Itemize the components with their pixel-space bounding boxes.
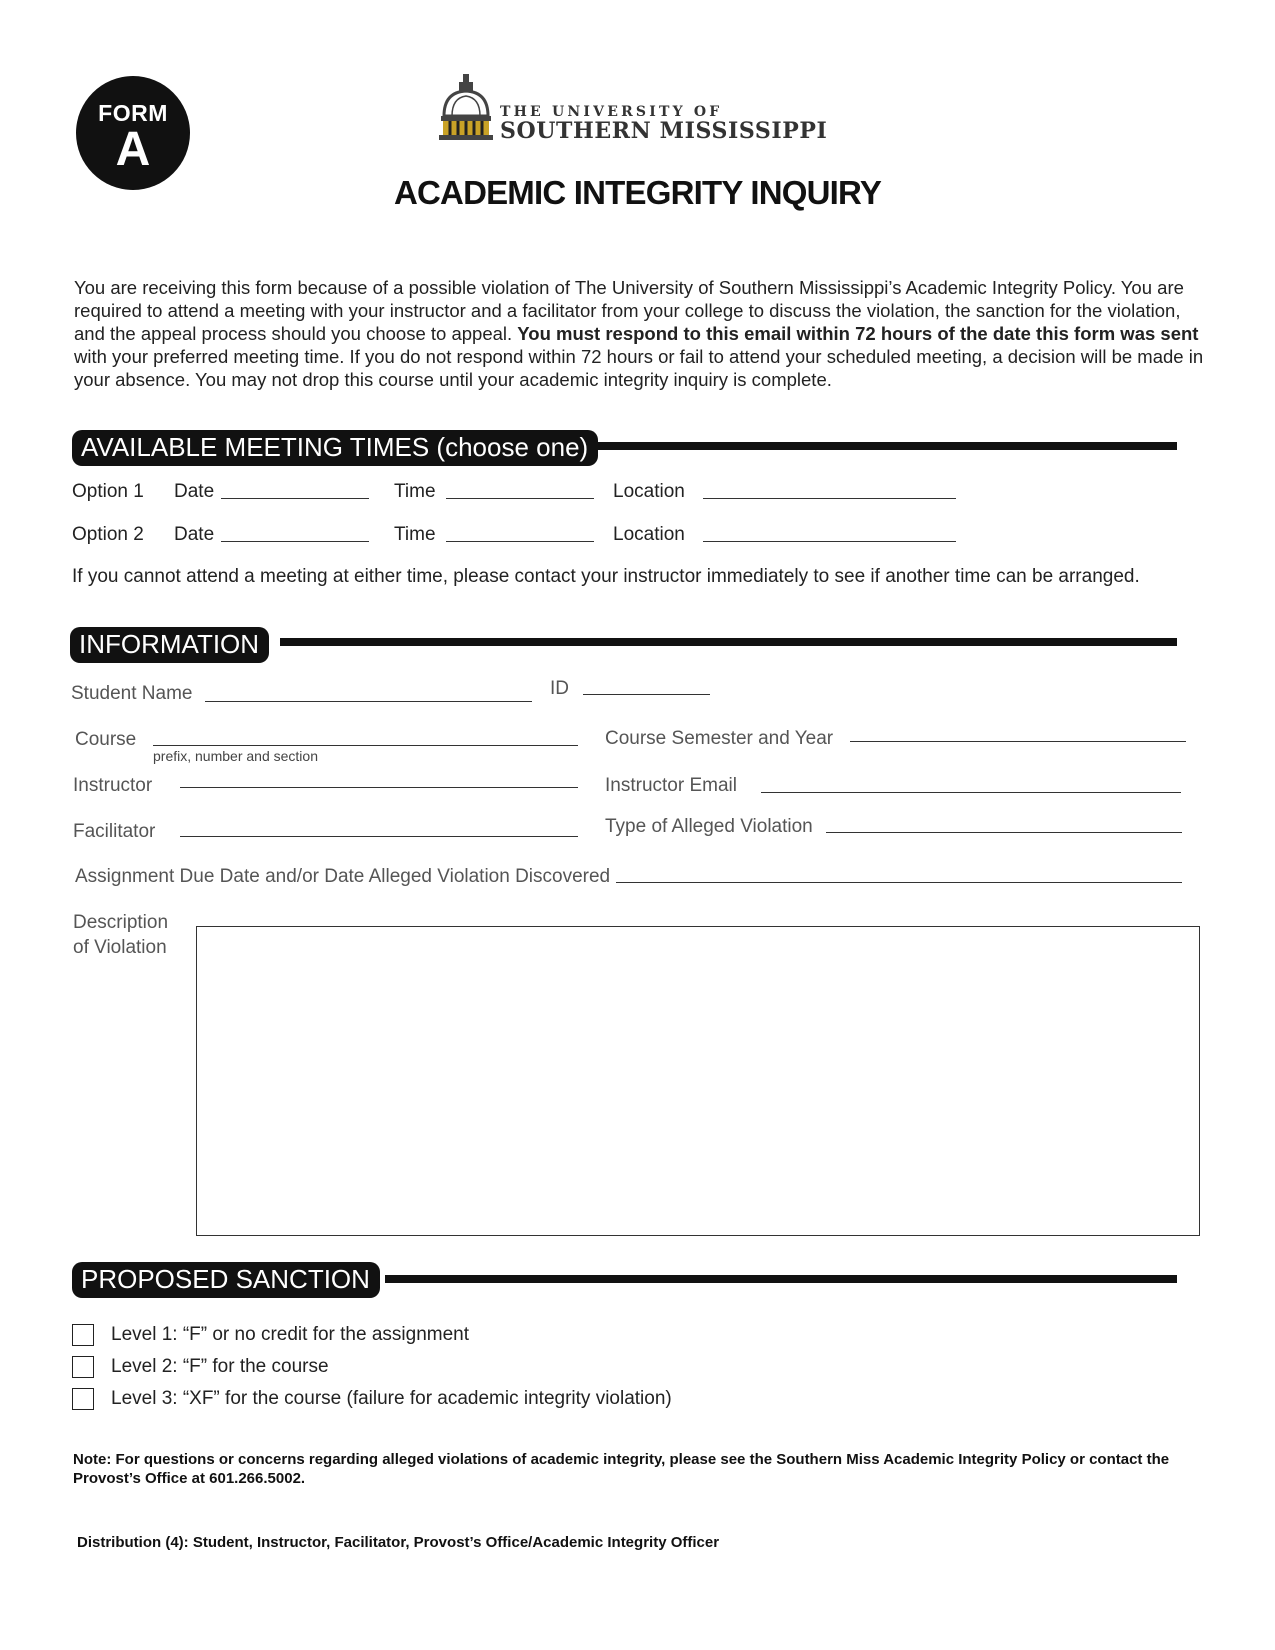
facilitator-label: Facilitator <box>73 821 156 842</box>
semester-label: Course Semester and Year <box>605 728 834 749</box>
instructor-email-field[interactable] <box>761 792 1181 793</box>
id-field[interactable] <box>583 694 710 695</box>
instructor-label: Instructor <box>73 775 153 796</box>
meeting-section-header: AVAILABLE MEETING TIMES (choose one) <box>72 430 598 466</box>
form-badge <box>76 76 190 190</box>
level3-label: Level 3: “XF” for the course (failure for academic integrity violation) <box>111 1388 672 1409</box>
intro-text-2: with your preferred meeting time. If you do not respond within 72 hours or fail to attend your scheduled meeting, a decision will be made in your absence. You may not drop this course until your academic integrity inquiry is complete. <box>74 346 1204 390</box>
course-field[interactable] <box>153 745 578 746</box>
logo-line-2: SOUTHERN MISSISSIPPI <box>500 118 828 144</box>
option2-location-label: Location <box>613 524 685 545</box>
information-section-header: INFORMATION <box>70 627 269 663</box>
footer-note: Note: For questions or concerns regarding alleged violations of academic integrity, please see the Southern Miss Academic Integrity Policy or contact the Provost’s Office at 601.266.5002. <box>73 1451 1170 1487</box>
intro-text-1: You are receiving this form because of a possible violation of The University of Southern Mississippi’s Academic Integrity Policy. You are required to attend a meeting with your instructor and a facilitator from your college to discuss the violation, the sanction for the violation, and the appeal process should you choose to appeal. <box>74 277 1184 344</box>
option1-location-field[interactable] <box>703 498 956 499</box>
violation-type-label: Type of Alleged Violation <box>605 816 813 837</box>
logo-line-1: THE UNIVERSITY OF <box>500 104 723 120</box>
instructor-field[interactable] <box>180 787 578 788</box>
option1-date-label: Date <box>174 481 215 502</box>
meeting-header-rule <box>590 442 1177 450</box>
due-date-label: Assignment Due Date and/or Date Alleged Violation Discovered <box>75 866 611 887</box>
semester-field[interactable] <box>850 741 1186 742</box>
option1-time-field[interactable] <box>446 498 594 499</box>
intro-text-bold: You must respond to this email within 72 hours of the date this form was sent <box>517 323 1199 344</box>
description-label-1: Description <box>73 912 169 933</box>
sanction-section-header: PROPOSED SANCTION <box>72 1262 380 1298</box>
violation-type-field[interactable] <box>826 832 1182 833</box>
description-label-2: of Violation <box>73 937 167 958</box>
student-name-field[interactable] <box>205 701 532 702</box>
student-name-label: Student Name <box>71 683 193 704</box>
instructor-email-label: Instructor Email <box>605 775 737 796</box>
option1-location-label: Location <box>613 481 685 502</box>
option1-date-field[interactable] <box>221 498 369 499</box>
level2-checkbox[interactable] <box>72 1356 94 1378</box>
course-hint: prefix, number and section <box>153 748 318 764</box>
distribution-line: Distribution (4): Student, Instructor, Facilitator, Provost’s Office/Academic Integrity Officer <box>77 1534 720 1551</box>
option1-time-label: Time <box>394 481 436 502</box>
page-title: ACADEMIC INTEGRITY INQUIRY <box>393 174 882 211</box>
form-badge-label: FORM <box>98 100 168 126</box>
option2-time-field[interactable] <box>446 541 594 542</box>
description-textarea[interactable] <box>196 926 1200 1236</box>
sanction-header-rule <box>385 1275 1177 1283</box>
option2-label: Option 2 <box>72 524 144 545</box>
university-logo <box>438 74 848 146</box>
information-header-rule <box>280 638 1177 646</box>
dome-icon <box>438 74 494 144</box>
level1-label: Level 1: “F” or no credit for the assignment <box>111 1324 469 1345</box>
level3-checkbox[interactable] <box>72 1388 94 1410</box>
course-label: Course <box>75 729 137 750</box>
option2-date-field[interactable] <box>221 541 369 542</box>
level1-checkbox[interactable] <box>72 1324 94 1346</box>
facilitator-field[interactable] <box>180 836 578 837</box>
level2-label: Level 2: “F” for the course <box>111 1356 329 1377</box>
id-label: ID <box>550 678 569 699</box>
due-date-field[interactable] <box>616 882 1182 883</box>
form-badge-letter: A <box>115 123 151 176</box>
meeting-note: If you cannot attend a meeting at either time, please contact your instructor immediately to see if another time can be arranged. <box>72 566 1140 587</box>
option2-time-label: Time <box>394 524 436 545</box>
intro-paragraph <box>74 276 1204 391</box>
option1-label: Option 1 <box>72 481 144 502</box>
option2-location-field[interactable] <box>703 541 956 542</box>
option2-date-label: Date <box>174 524 215 545</box>
